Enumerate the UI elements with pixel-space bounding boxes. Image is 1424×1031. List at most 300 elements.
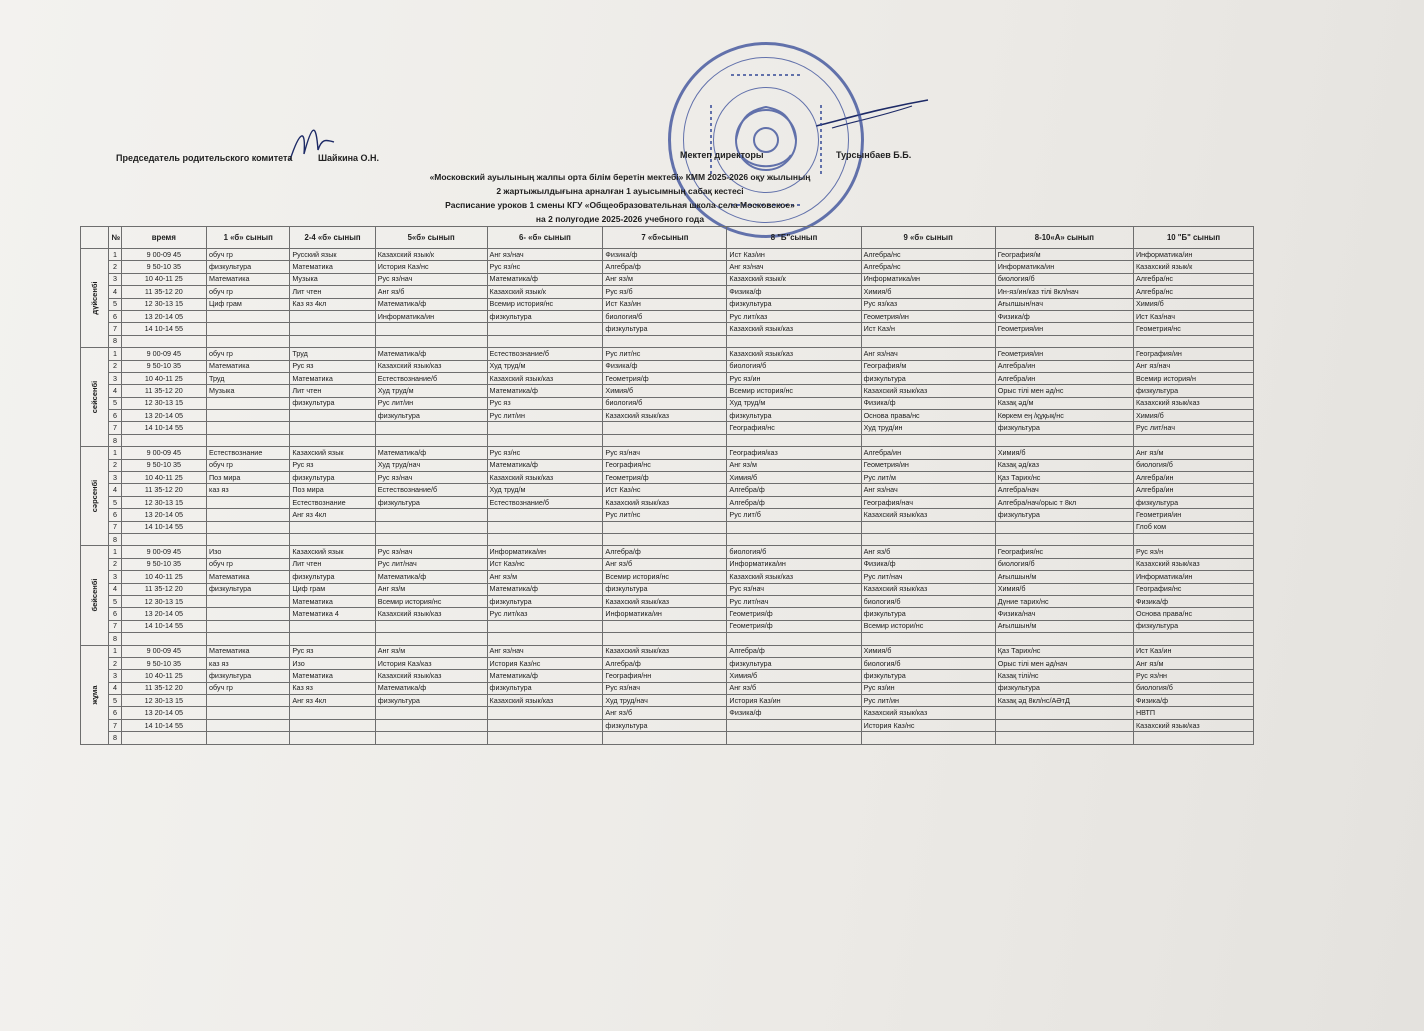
lesson-number: 6 <box>109 509 121 521</box>
lesson-time: 12 30-13 15 <box>121 298 206 310</box>
lesson-number: 3 <box>109 571 121 583</box>
lesson-cell <box>207 509 290 521</box>
lesson-cell: География/м <box>995 249 1133 261</box>
lesson-time: 10 40-11 25 <box>121 273 206 285</box>
lesson-cell: Каз яз 4кл <box>290 298 375 310</box>
lesson-cell: Физика/ф <box>727 707 861 719</box>
lesson-cell: Физика/ф <box>861 397 995 409</box>
lesson-cell: Казақ әд/м <box>995 397 1133 409</box>
lesson-cell: Казахский язык/каз <box>1133 558 1253 570</box>
lesson-cell: Рус яз/нач <box>603 447 727 459</box>
lesson-cell <box>487 633 603 645</box>
lesson-cell: обуч гр <box>207 348 290 360</box>
lesson-cell: География/каз <box>727 447 861 459</box>
lesson-cell: Алгебра/нс <box>861 261 995 273</box>
header-class-8b: 8 "Б"сынып <box>727 227 861 249</box>
lesson-cell: Математика <box>207 273 290 285</box>
lesson-number: 8 <box>109 732 121 744</box>
lesson-cell: физкультура <box>375 496 487 508</box>
lesson-cell: Алгебра/ф <box>603 546 727 558</box>
lesson-cell: Химия/б <box>995 447 1133 459</box>
lesson-cell: География/нс <box>727 422 861 434</box>
lesson-cell: Информатика/ин <box>1133 249 1253 261</box>
lesson-cell: физкультура <box>290 571 375 583</box>
lesson-time: 11 35-12 20 <box>121 682 206 694</box>
table-row <box>81 533 1254 545</box>
lesson-cell: Рус лит/ин <box>487 410 603 422</box>
lesson-cell: Математика/ф <box>487 273 603 285</box>
table-row <box>81 546 1254 558</box>
director-name: Турсынбаев Б.Б. <box>836 150 912 160</box>
lesson-cell: Рус яз <box>487 397 603 409</box>
lesson-cell: физкультура <box>207 261 290 273</box>
table-row <box>81 595 1254 607</box>
lesson-cell: Алгебра/нач/орыс т 8кл <box>995 496 1133 508</box>
lesson-cell: Естествознание/б <box>487 348 603 360</box>
lesson-time: 14 10-14 55 <box>121 620 206 632</box>
lesson-cell: Физика/ф <box>861 558 995 570</box>
table-row <box>81 385 1254 397</box>
lesson-number: 3 <box>109 472 121 484</box>
lesson-cell: География/нс <box>995 546 1133 558</box>
lesson-time: 13 20-14 05 <box>121 509 206 521</box>
lesson-cell: Казахский язык/каз <box>861 509 995 521</box>
lesson-cell <box>487 335 603 347</box>
lesson-number: 2 <box>109 360 121 372</box>
lesson-cell: Геометрия/ф <box>603 472 727 484</box>
lesson-cell: Ин-яз/ин/каз тілі 8кл/нач <box>995 286 1133 298</box>
lesson-cell: Ист Каз/н <box>861 323 995 335</box>
lesson-cell: обуч гр <box>207 682 290 694</box>
schedule-body <box>81 249 1254 745</box>
lesson-cell <box>727 719 861 731</box>
lesson-cell: биология/б <box>1133 682 1253 694</box>
lesson-cell: Информатика/ин <box>1133 571 1253 583</box>
lesson-cell: Анг яз/б <box>603 558 727 570</box>
lesson-cell: Алгебра/ин <box>995 372 1133 384</box>
lesson-cell: История Каз/нс <box>375 261 487 273</box>
lesson-number: 6 <box>109 707 121 719</box>
lesson-cell: Каз яз <box>290 682 375 694</box>
lesson-cell: Лит чтен <box>290 385 375 397</box>
lesson-number: 7 <box>109 521 121 533</box>
day-label-cell <box>81 348 109 447</box>
lesson-number: 3 <box>109 670 121 682</box>
lesson-cell <box>995 335 1133 347</box>
lesson-time <box>121 335 206 347</box>
lesson-cell <box>603 434 727 446</box>
lesson-time: 9 00-09 45 <box>121 348 206 360</box>
lesson-cell: История Каз/нс <box>861 719 995 731</box>
lesson-cell: Рус яз/нач <box>375 546 487 558</box>
lesson-cell: Геометрия/ф <box>727 620 861 632</box>
lesson-cell: Труд <box>290 348 375 360</box>
table-row <box>81 422 1254 434</box>
lesson-cell <box>290 410 375 422</box>
lesson-cell <box>207 323 290 335</box>
lesson-cell: Рус лит/каз <box>487 608 603 620</box>
lesson-cell: Анг яз 4кл <box>290 695 375 707</box>
lesson-cell: Рус лит/нач <box>1133 422 1253 434</box>
lesson-cell: физкультура <box>487 310 603 322</box>
lesson-time: 12 30-13 15 <box>121 595 206 607</box>
table-row <box>81 261 1254 273</box>
lesson-cell: обуч гр <box>207 249 290 261</box>
lesson-cell: Ист Каз/ин <box>727 249 861 261</box>
lesson-cell <box>375 620 487 632</box>
table-row <box>81 447 1254 459</box>
lesson-time <box>121 533 206 545</box>
day-label: бейсенбі <box>89 578 99 612</box>
lesson-cell <box>207 608 290 620</box>
lesson-cell <box>375 633 487 645</box>
lesson-cell: Физика/ф <box>1133 595 1253 607</box>
lesson-cell: Казахский язык/каз <box>603 410 727 422</box>
lesson-cell <box>727 732 861 744</box>
lesson-cell: Казахский язык/каз <box>487 372 603 384</box>
lesson-cell <box>207 521 290 533</box>
lesson-cell: Геометрия/ф <box>603 372 727 384</box>
lesson-cell: Рус лит/м <box>861 472 995 484</box>
lesson-cell <box>207 310 290 322</box>
lesson-cell: Алгебра/ин <box>861 447 995 459</box>
lesson-cell <box>207 707 290 719</box>
lesson-cell <box>995 719 1133 731</box>
lesson-cell: Геометрия/ин <box>995 348 1133 360</box>
lesson-cell <box>1133 335 1253 347</box>
lesson-cell: Ағылшын/нач <box>995 298 1133 310</box>
lesson-cell: Математика/ф <box>375 447 487 459</box>
header-number: № <box>109 227 121 249</box>
lesson-cell: Естествознание/б <box>487 496 603 508</box>
lesson-cell: Алгебра/ин <box>995 360 1133 372</box>
lesson-cell: Алгебра/нс <box>1133 286 1253 298</box>
lesson-cell: Математика <box>290 595 375 607</box>
table-row <box>81 286 1254 298</box>
lesson-cell: Анг яз/м <box>375 645 487 657</box>
table-row <box>81 571 1254 583</box>
table-row <box>81 360 1254 372</box>
lesson-cell: Рус лит/нс <box>603 348 727 360</box>
lesson-time: 9 50-10 35 <box>121 558 206 570</box>
title-line-2: 2 жартыжылдығына арналған 1 ауысымның сабақ кестесі <box>496 186 744 196</box>
lesson-time: 9 00-09 45 <box>121 447 206 459</box>
lesson-number: 8 <box>109 633 121 645</box>
table-row <box>81 682 1254 694</box>
lesson-cell: Химия/б <box>995 583 1133 595</box>
lesson-cell: Геометрия/ф <box>727 608 861 620</box>
lesson-cell: Анг яз/м <box>487 571 603 583</box>
lesson-cell <box>487 521 603 533</box>
lesson-cell <box>290 323 375 335</box>
lesson-cell: физкультура <box>861 670 995 682</box>
table-row <box>81 472 1254 484</box>
lesson-cell <box>603 633 727 645</box>
lesson-cell <box>487 422 603 434</box>
lesson-cell: Худ труд/м <box>375 385 487 397</box>
table-row <box>81 410 1254 422</box>
lesson-cell: Математика/ф <box>375 571 487 583</box>
lesson-cell: Алгебра/ф <box>727 484 861 496</box>
lesson-cell: биология/б <box>861 657 995 669</box>
lesson-cell: Основа права/нс <box>1133 608 1253 620</box>
lesson-cell <box>861 732 995 744</box>
lesson-cell: Казахский язык/каз <box>727 571 861 583</box>
lesson-time: 14 10-14 55 <box>121 719 206 731</box>
lesson-number: 8 <box>109 434 121 446</box>
lesson-cell <box>487 509 603 521</box>
lesson-cell: Музыка <box>207 385 290 397</box>
lesson-cell: Всемир история/нс <box>487 298 603 310</box>
lesson-cell: Химия/б <box>1133 298 1253 310</box>
lesson-cell <box>861 335 995 347</box>
lesson-cell: Рус лит/нс <box>603 509 727 521</box>
lesson-number: 4 <box>109 286 121 298</box>
lesson-cell: биология/б <box>727 360 861 372</box>
lesson-cell: Математика/ф <box>375 298 487 310</box>
lesson-cell: Информатика/ин <box>487 546 603 558</box>
lesson-cell: Физика/ф <box>603 360 727 372</box>
lesson-number: 1 <box>109 249 121 261</box>
lesson-time: 10 40-11 25 <box>121 670 206 682</box>
table-row <box>81 620 1254 632</box>
lesson-cell: Худ труд/м <box>487 484 603 496</box>
lesson-cell: Химия/б <box>603 385 727 397</box>
lesson-cell: Информатика/ин <box>727 558 861 570</box>
lesson-cell: физкультура <box>995 422 1133 434</box>
lesson-cell: физкультура <box>207 670 290 682</box>
lesson-cell: физкультура <box>727 298 861 310</box>
lesson-number: 2 <box>109 558 121 570</box>
lesson-cell: Рус яз/нач <box>375 472 487 484</box>
lesson-cell: Рус лит/ин <box>375 397 487 409</box>
lesson-cell: Рус яз/нс <box>487 447 603 459</box>
table-row <box>81 583 1254 595</box>
lesson-cell: Информатика/ин <box>603 608 727 620</box>
lesson-cell <box>727 335 861 347</box>
lesson-cell: биология/б <box>603 310 727 322</box>
lesson-cell <box>375 434 487 446</box>
lesson-cell: Анг яз/м <box>727 459 861 471</box>
lesson-cell: Математика 4 <box>290 608 375 620</box>
lesson-cell: Поз мира <box>290 484 375 496</box>
header-class-8-10a: 8-10«А» сынып <box>995 227 1133 249</box>
lesson-cell: Математика <box>207 571 290 583</box>
lesson-number: 7 <box>109 719 121 731</box>
lesson-cell: Анг яз/б <box>861 546 995 558</box>
lesson-cell <box>1133 434 1253 446</box>
lesson-cell: Химия/б <box>1133 410 1253 422</box>
lesson-cell: Математика/ф <box>487 459 603 471</box>
lesson-cell: Лит чтен <box>290 558 375 570</box>
lesson-cell: Рус яз <box>290 645 375 657</box>
lesson-cell: физкультура <box>995 509 1133 521</box>
lesson-cell: География/м <box>861 360 995 372</box>
lesson-cell: Рус яз/ин <box>727 372 861 384</box>
lesson-cell: Худ труд/м <box>727 397 861 409</box>
lesson-cell: Изо <box>290 657 375 669</box>
header-class-6b: 6- «б» сынып <box>487 227 603 249</box>
lesson-number: 4 <box>109 583 121 595</box>
lesson-cell: физкультура <box>1133 620 1253 632</box>
lesson-cell <box>375 533 487 545</box>
lesson-cell: Анг яз/нач <box>861 484 995 496</box>
lesson-number: 5 <box>109 695 121 707</box>
day-label: сейсенбі <box>89 380 99 414</box>
lesson-cell: Информатика/ин <box>375 310 487 322</box>
lesson-time <box>121 434 206 446</box>
lesson-cell <box>207 434 290 446</box>
lesson-cell: Казахский язык/каз <box>375 360 487 372</box>
lesson-cell: Казахский язык/каз <box>861 385 995 397</box>
lesson-cell <box>603 533 727 545</box>
day-label-cell <box>81 645 109 744</box>
table-row <box>81 348 1254 360</box>
lesson-cell: Геометрия/нс <box>1133 323 1253 335</box>
lesson-cell: обуч гр <box>207 558 290 570</box>
lesson-number: 4 <box>109 385 121 397</box>
lesson-cell: Казахский язык <box>290 447 375 459</box>
lesson-cell: Естествознание <box>207 447 290 459</box>
lesson-cell <box>861 434 995 446</box>
lesson-number: 6 <box>109 608 121 620</box>
day-label: жұма <box>89 685 99 705</box>
lesson-cell: каз яз <box>207 484 290 496</box>
lesson-cell: Рус яз/нс <box>487 261 603 273</box>
lesson-cell: Казахский язык/каз <box>1133 397 1253 409</box>
lesson-cell <box>207 335 290 347</box>
lesson-cell: Рус яз/б <box>603 286 727 298</box>
day-label-cell <box>81 546 109 645</box>
lesson-cell <box>375 719 487 731</box>
lesson-cell: физкультура <box>207 583 290 595</box>
lesson-cell <box>375 707 487 719</box>
lesson-cell: Рус лит/нач <box>861 571 995 583</box>
lesson-time: 12 30-13 15 <box>121 496 206 508</box>
lesson-cell: физкультура <box>861 608 995 620</box>
lesson-cell: Казахский язык/каз <box>603 595 727 607</box>
lesson-cell <box>487 719 603 731</box>
lesson-cell <box>207 496 290 508</box>
lesson-cell <box>290 633 375 645</box>
lesson-time: 9 00-09 45 <box>121 546 206 558</box>
lesson-cell: Рус яз/нач <box>375 273 487 285</box>
lesson-cell: Анг яз/нач <box>487 249 603 261</box>
lesson-number: 1 <box>109 645 121 657</box>
table-row <box>81 397 1254 409</box>
lesson-cell: Худ труд/нач <box>603 695 727 707</box>
schedule-table <box>80 226 1254 745</box>
lesson-number: 7 <box>109 422 121 434</box>
lesson-cell <box>207 410 290 422</box>
lesson-cell: Геометрия/ин <box>1133 509 1253 521</box>
lesson-cell <box>207 422 290 434</box>
lesson-cell: биология/б <box>1133 459 1253 471</box>
lesson-cell: физкультура <box>727 657 861 669</box>
table-header-row <box>81 227 1254 249</box>
lesson-number: 2 <box>109 261 121 273</box>
lesson-cell: Физика/ф <box>1133 695 1253 707</box>
lesson-cell <box>603 521 727 533</box>
lesson-cell <box>207 695 290 707</box>
lesson-cell: Алгебра/ф <box>727 645 861 657</box>
lesson-cell: История Каз/ин <box>727 695 861 707</box>
lesson-cell <box>375 732 487 744</box>
lesson-cell: Қаз Тарих/нс <box>995 645 1133 657</box>
lesson-cell: Казахский язык/каз <box>487 695 603 707</box>
table-row <box>81 310 1254 322</box>
lesson-cell: Математика/ф <box>487 583 603 595</box>
lesson-cell: Химия/б <box>861 645 995 657</box>
lesson-cell: Казахский язык <box>290 546 375 558</box>
day-label: дүйсенбі <box>89 281 99 315</box>
lesson-cell: Основа права/нс <box>861 410 995 422</box>
lesson-cell <box>375 335 487 347</box>
lesson-number: 6 <box>109 310 121 322</box>
lesson-cell: Алгебра/нач <box>995 484 1133 496</box>
table-row <box>81 323 1254 335</box>
lesson-cell <box>995 633 1133 645</box>
lesson-time: 13 20-14 05 <box>121 410 206 422</box>
lesson-cell: Рус яз <box>290 360 375 372</box>
lesson-time: 9 00-09 45 <box>121 249 206 261</box>
lesson-time: 10 40-11 25 <box>121 472 206 484</box>
lesson-cell: биология/б <box>727 546 861 558</box>
lesson-cell: Қаз Тарих/нс <box>995 472 1133 484</box>
lesson-cell <box>487 732 603 744</box>
lesson-cell: Естествознание/б <box>375 484 487 496</box>
lesson-cell: Математика <box>207 360 290 372</box>
lesson-cell: Геометрия/ин <box>995 323 1133 335</box>
lesson-cell: Казахский язык/каз <box>727 323 861 335</box>
lesson-cell <box>290 310 375 322</box>
lesson-cell <box>995 521 1133 533</box>
lesson-cell: Казахский язык/каз <box>375 670 487 682</box>
header-time: время <box>121 227 206 249</box>
lesson-cell: Ист Каз/нс <box>603 484 727 496</box>
lesson-number: 8 <box>109 335 121 347</box>
lesson-cell: Всемир история/нс <box>375 595 487 607</box>
title-line-1: «Московский ауылының жалпы орта білім беретін мектебі» КММ 2025-2026 оқу жылының <box>429 172 811 182</box>
lesson-cell: биология/б <box>603 397 727 409</box>
lesson-cell: физкультура <box>603 719 727 731</box>
lesson-number: 1 <box>109 546 121 558</box>
lesson-cell: Анг яз/м <box>1133 657 1253 669</box>
lesson-time: 13 20-14 05 <box>121 310 206 322</box>
lesson-cell: Математика/ф <box>487 385 603 397</box>
lesson-cell <box>861 633 995 645</box>
title-line-3: Расписание уроков 1 смены КГУ «Общеобразовательная школа села Московское» <box>445 200 795 210</box>
lesson-cell: Рус яз/каз <box>861 298 995 310</box>
lesson-cell: биология/б <box>995 558 1133 570</box>
lesson-cell: Рус яз/ин <box>861 682 995 694</box>
lesson-number: 3 <box>109 372 121 384</box>
lesson-cell: Циф грам <box>207 298 290 310</box>
lesson-cell <box>290 732 375 744</box>
lesson-cell <box>603 422 727 434</box>
lesson-cell <box>207 620 290 632</box>
lesson-cell: Поз мира <box>207 472 290 484</box>
day-label-cell <box>81 249 109 348</box>
chairman-label: Председатель родительского комитета <box>116 153 293 163</box>
lesson-number: 1 <box>109 447 121 459</box>
lesson-cell <box>861 533 995 545</box>
lesson-cell <box>375 509 487 521</box>
header-class-7b: 7 «б»сынып <box>603 227 727 249</box>
lesson-time: 12 30-13 15 <box>121 397 206 409</box>
lesson-cell <box>995 732 1133 744</box>
lesson-cell: История Каз/каз <box>375 657 487 669</box>
